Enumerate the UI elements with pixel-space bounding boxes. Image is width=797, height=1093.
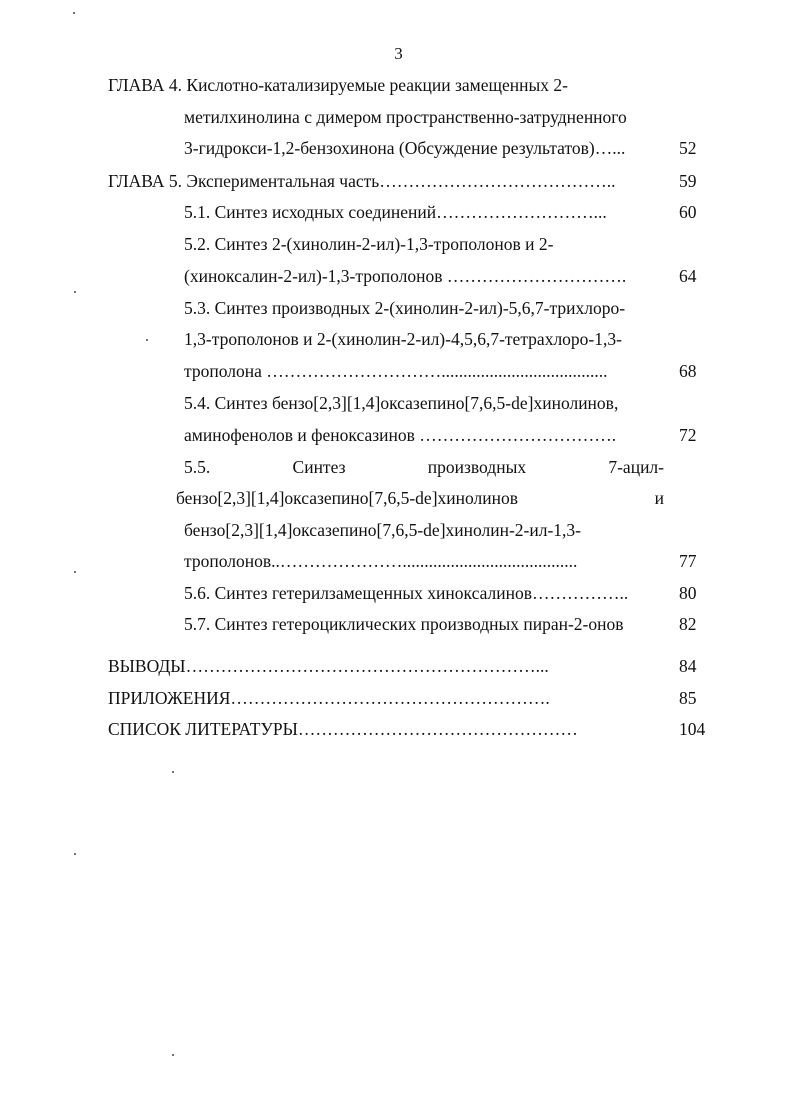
section-5-6-page: 80 bbox=[679, 583, 697, 603]
scan-speck bbox=[74, 291, 76, 293]
section-5-5-word1: 5.5. bbox=[184, 457, 211, 477]
section-5-5-page: 77 bbox=[679, 551, 697, 571]
scan-speck bbox=[172, 1054, 174, 1056]
page-number: 3 bbox=[394, 44, 403, 63]
section-5-2-line1: 5.2. Синтез 2-(хинолин-2-ил)-1,3-трополонов и 2- bbox=[184, 234, 554, 254]
scan-speck bbox=[74, 853, 76, 855]
section-5-1-line1: 5.1. Синтез исходных соединений………………………... bbox=[184, 202, 607, 222]
scan-speck bbox=[172, 771, 174, 773]
section-5-5-line2-b: и bbox=[654, 488, 664, 508]
section-5-3-page: 68 bbox=[679, 361, 697, 381]
section-5-2-page: 64 bbox=[679, 266, 697, 286]
appendices-page: 85 bbox=[679, 688, 697, 708]
section-5-5-line2 bbox=[176, 487, 664, 509]
section-5-5-word4: 7-ацил- bbox=[608, 457, 664, 477]
section-5-4-line1: 5.4. Синтез бензо[2,3][1,4]оксазепино[7,6,5-de]хинолинов, bbox=[184, 393, 619, 413]
appendices-line: ПРИЛОЖЕНИЯ………………………………………………. bbox=[108, 688, 550, 708]
section-5-5-word3: производных bbox=[427, 457, 527, 477]
section-5-3-line2: 1,3-трополонов и 2-(хинолин-2-ил)-4,5,6,7-тетрахлоро-1,3- bbox=[184, 329, 622, 349]
section-5-5-line1 bbox=[184, 456, 664, 478]
conclusions-line: ВЫВОДЫ……………………………………………………... bbox=[108, 656, 549, 676]
chapter5-page: 59 bbox=[679, 171, 697, 191]
section-5-2-line2: (хиноксалин-2-ил)-1,3-трополонов …………………………. bbox=[184, 266, 627, 286]
chapter5-line1: ГЛАВА 5. Экспериментальная часть………………………………….. bbox=[108, 171, 616, 191]
chapter4-page: 52 bbox=[679, 138, 697, 158]
chapter4-line1: ГЛАВА 4. Кислотно-катализируемые реакции замещенных 2- bbox=[108, 75, 568, 95]
section-5-5-line2-a: бензо[2,3][1,4]оксазепино[7,6,5-de]хинолинов bbox=[176, 488, 518, 508]
section-5-3-line1: 5.3. Синтез производных 2-(хинолин-2-ил)-5,6,7-трихлоро- bbox=[184, 298, 626, 318]
scan-speck bbox=[146, 339, 148, 341]
section-5-7-line1: 5.7. Синтез гетероциклических производных пиран-2-онов bbox=[184, 614, 624, 634]
conclusions-page: 84 bbox=[679, 656, 697, 676]
section-5-4-line2: аминофенолов и феноксазинов ……………………………. bbox=[184, 425, 617, 445]
section-5-3-line3: трополона …………………………...................................... bbox=[184, 361, 608, 381]
references-line: СПИСОК ЛИТЕРАТУРЫ………………………………………… bbox=[108, 719, 578, 739]
section-5-5-line4: трополонов..…………………........................................ bbox=[184, 551, 578, 571]
section-5-5-word2: Синтез bbox=[292, 457, 346, 477]
references-page: 104 bbox=[679, 719, 706, 739]
section-5-7-page: 82 bbox=[679, 614, 697, 634]
chapter4-line2: метилхинолина с димером пространственно-затрудненного bbox=[184, 107, 627, 127]
section-5-6-line1: 5.6. Синтез гетерилзамещенных хиноксалинов…………….. bbox=[184, 583, 629, 603]
chapter4-line3: 3-гидрокси-1,2-бензохинона (Обсуждение результатов)…... bbox=[184, 138, 626, 158]
scan-speck bbox=[73, 12, 75, 14]
scan-speck bbox=[74, 571, 76, 573]
section-5-1-page: 60 bbox=[679, 202, 697, 222]
section-5-5-line3: бензо[2,3][1,4]оксазепино[7,6,5-de]хинолин-2-ил-1,3- bbox=[184, 520, 582, 540]
section-5-4-page: 72 bbox=[679, 425, 697, 445]
